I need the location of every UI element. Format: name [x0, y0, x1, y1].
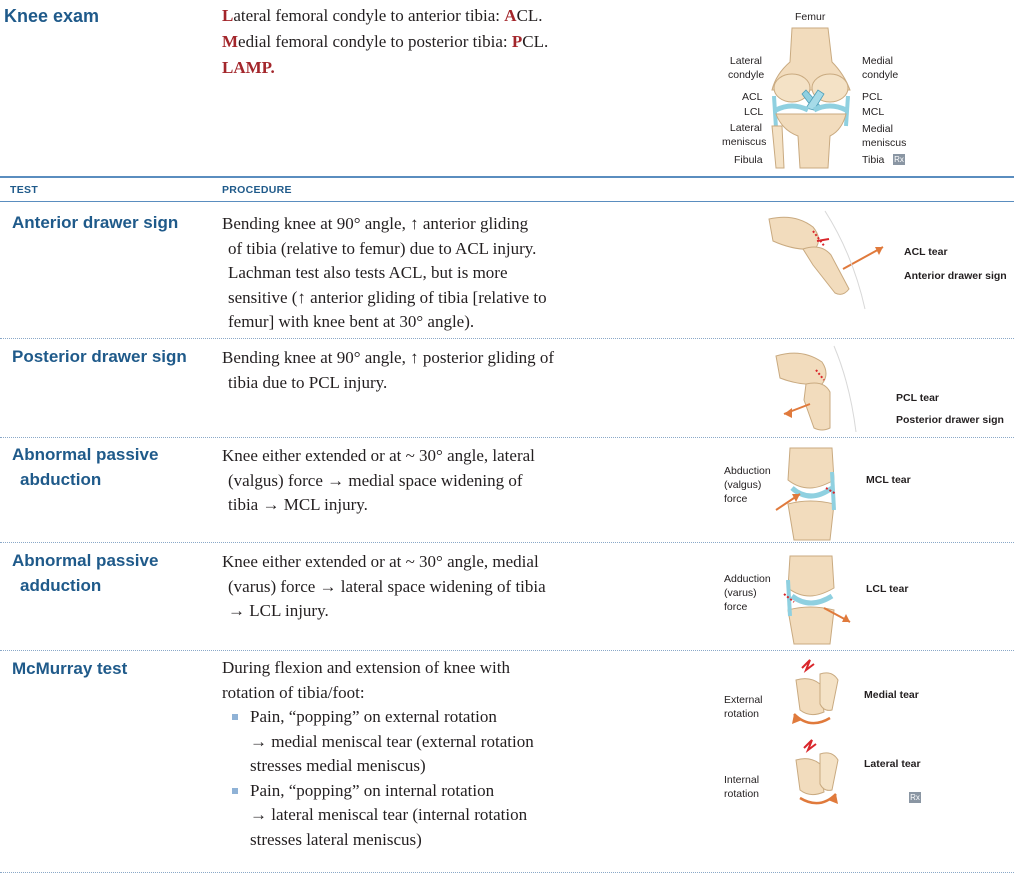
- caption-anterior-drawer-sign: Anterior drawer sign: [904, 270, 1007, 282]
- rx-badge-icon: Rx: [910, 793, 920, 802]
- mcmurray-bullet-external: Pain, “popping” on external rotation: [222, 705, 622, 730]
- label-tibia: Tibia: [862, 154, 885, 166]
- header-top-rule: [0, 176, 1014, 178]
- row-separator: [0, 872, 1014, 873]
- label-mcl: MCL: [862, 106, 885, 118]
- test-name-posterior-drawer: Posterior drawer sign: [12, 347, 187, 366]
- caption-medial-tear: Medial tear: [864, 689, 919, 701]
- anterior-drawer-figure: [765, 205, 895, 315]
- column-header-test: TEST: [10, 184, 39, 196]
- caption-pcl-tear: PCL tear: [896, 392, 939, 404]
- label-internal-rotation: Internal rotation: [724, 774, 760, 800]
- row-separator: [0, 650, 1014, 651]
- header-bottom-rule: [0, 201, 1014, 202]
- label-lateral-meniscus: Lateral meniscus: [722, 122, 767, 148]
- abduction-figure: [770, 444, 870, 544]
- intro-line-1: Lateral femoral condyle to anterior tibia: ACL.: [222, 6, 543, 25]
- test-name-anterior-drawer: Anterior drawer sign: [12, 213, 179, 232]
- procedure-anterior-drawer: Bending knee at 90° angle, ↑ anterior gliding of tibia (relative to femur) due to ACL injury. Lachman test also tests ACL, but is more sensitive (↑ anterior gliding of tibia [relative to femur] with knee bent at 30° angle).: [222, 214, 547, 331]
- label-external-rotation: External rotation: [724, 694, 763, 720]
- external-rotation-figure: [780, 654, 850, 730]
- label-lcl: LCL: [744, 106, 764, 118]
- intro-line-2: Medial femoral condyle to posterior tibia: PCL.: [222, 32, 549, 51]
- mcmurray-bullet-internal: Pain, “popping” on internal rotation: [222, 779, 622, 804]
- label-acl: ACL: [742, 91, 763, 103]
- bullet-icon: [232, 714, 238, 720]
- label-fibula: Fibula: [734, 154, 763, 166]
- procedure-posterior-drawer: Bending knee at 90° angle, ↑ posterior gliding of tibia due to PCL injury.: [222, 348, 555, 392]
- test-name-abnormal-passive-adduction: Abnormal passive adduction: [12, 551, 159, 595]
- internal-rotation-figure: [780, 734, 850, 810]
- label-femur: Femur: [795, 11, 826, 23]
- label-medial-condyle: Medial condyle: [862, 55, 899, 81]
- intro-line-3: LAMP.: [222, 58, 275, 77]
- adduction-figure: [770, 552, 870, 648]
- label-abduction-force: Abduction (valgus) force: [724, 465, 771, 505]
- row-separator: [0, 542, 1014, 543]
- row-separator: [0, 437, 1014, 438]
- procedure-adduction: Knee either extended or at ~ 30° angle, medial (varus) force → lateral space widening of tibia → LCL injury.: [222, 552, 546, 620]
- label-lateral-condyle: Lateral condyle: [728, 55, 765, 81]
- rx-badge-icon: Rx: [894, 155, 904, 164]
- label-adduction-force: Adduction (varus) force: [724, 573, 771, 613]
- test-name-abnormal-passive-abduction: Abnormal passive abduction: [12, 445, 159, 489]
- caption-lcl-tear: LCL tear: [866, 583, 909, 595]
- bullet-icon: [232, 788, 238, 794]
- column-header-procedure: PROCEDURE: [222, 184, 292, 196]
- procedure-abduction: Knee either extended or at ~ 30° angle, lateral (valgus) force → medial space widening of tibia → MCL injury.: [222, 446, 535, 514]
- posterior-drawer-figure: [770, 344, 890, 434]
- label-pcl: PCL: [862, 91, 883, 103]
- row-separator: [0, 338, 1014, 339]
- caption-mcl-tear: MCL tear: [866, 474, 911, 486]
- procedure-mcmurray: During flexion and extension of knee with rotation of tibia/foot: Pain, “popping” on external rotation → medial meniscal tear (external rotation stresses medial meniscus) Pain, “popping” on internal rotation → lateral meniscal tear (internal rotation stresses lateral meniscus): [222, 656, 622, 852]
- page-title: Knee exam: [4, 6, 100, 26]
- test-name-mcmurray: McMurray test: [12, 659, 128, 678]
- caption-lateral-tear: Lateral tear: [864, 758, 921, 770]
- caption-posterior-drawer-sign: Posterior drawer sign: [896, 414, 1004, 426]
- caption-acl-tear: ACL tear: [904, 246, 948, 258]
- label-medial-meniscus: Medial meniscus: [862, 123, 907, 149]
